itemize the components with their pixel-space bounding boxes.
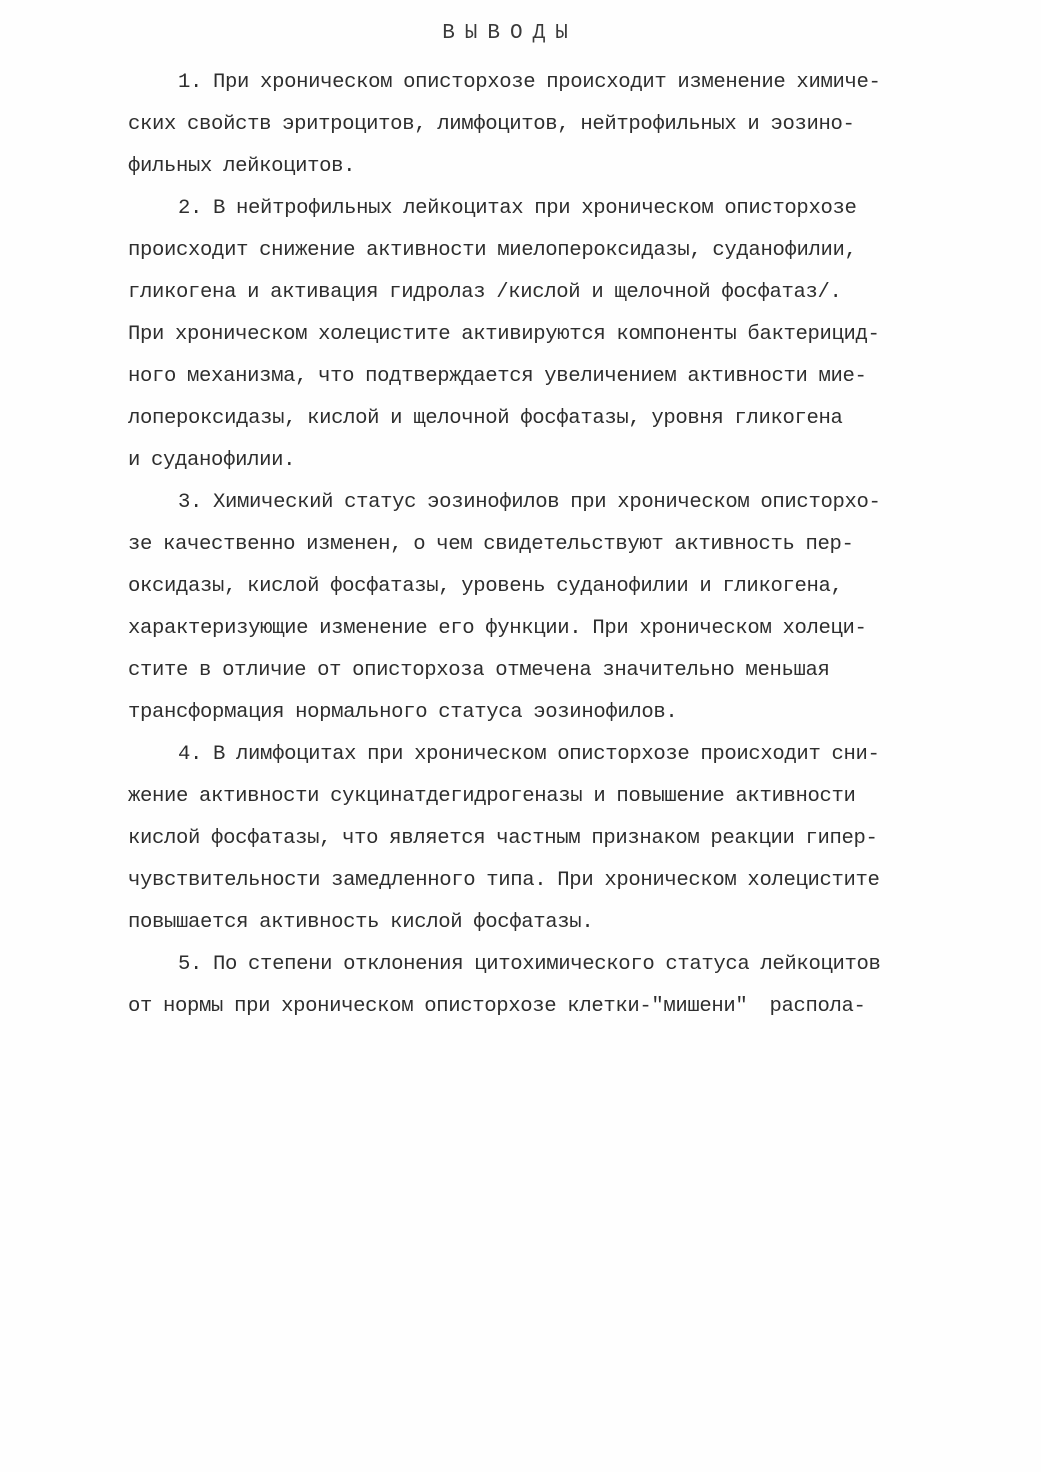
text-line: от нормы при хроническом описторхозе клетки-"мишени" распола- xyxy=(128,995,866,1018)
text-line: 4. В лимфоцитах при хроническом описторхозе происходит сни- xyxy=(178,743,880,766)
text-line: зе качественно изменен, о чем свидетельствуют активность пер- xyxy=(128,533,854,556)
text-line: трансформация нормального статуса эозинофилов. xyxy=(128,701,678,724)
text-line: гликогена и активация гидролаз /кислой и щелочной фосфатаз/. xyxy=(128,281,842,304)
paragraph-1 xyxy=(128,62,948,188)
text-line: 1. При хроническом описторхозе происходит изменение химиче- xyxy=(178,71,881,94)
conclusions-body xyxy=(128,62,948,1028)
text-line: 2. В нейтрофильных лейкоцитах при хроническом описторхозе xyxy=(178,197,857,220)
text-line: ного механизма, что подтверждается увеличением активности мие- xyxy=(128,365,867,388)
paragraph-4 xyxy=(128,734,948,944)
text-line: При хроническом холецистите активируются компоненты бактерицид- xyxy=(128,323,880,346)
paragraph-3 xyxy=(128,482,948,734)
text-line: оксидазы, кислой фосфатазы, уровень суданофилии и гликогена, xyxy=(128,575,843,598)
text-line: ских свойств эритроцитов, лимфоцитов, нейтрофильных и эозино- xyxy=(128,113,855,136)
text-line: лопероксидазы, кислой и щелочной фосфатазы, уровня гликогена xyxy=(128,407,843,430)
text-line: жение активности сукцинатдегидрогеназы и повышение активности xyxy=(128,785,856,808)
text-line: характеризующие изменение его функции. При хроническом холеци- xyxy=(128,617,867,640)
text-line: кислой фосфатазы, что является частным признаком реакции гипер- xyxy=(128,827,878,850)
text-line: 3. Химический статус эозинофилов при хроническом описторхо- xyxy=(178,491,881,514)
text-line: фильных лейкоцитов. xyxy=(128,155,356,178)
paragraph-2 xyxy=(128,188,948,482)
page-title: ВЫВОДЫ xyxy=(442,22,578,45)
text-line: и суданофилии. xyxy=(128,449,296,472)
paragraph-5 xyxy=(128,944,948,1028)
text-line: 5. По степени отклонения цитохимического статуса лейкоцитов xyxy=(178,953,881,976)
text-line: чувствительности замедленного типа. При хроническом холецистите xyxy=(128,869,880,892)
text-line: происходит снижение активности миелопероксидазы, суданофилии, xyxy=(128,239,857,262)
text-line: повышается активность кислой фосфатазы. xyxy=(128,911,594,934)
text-line: стите в отличие от описторхоза отмечена значительно меньшая xyxy=(128,659,830,682)
